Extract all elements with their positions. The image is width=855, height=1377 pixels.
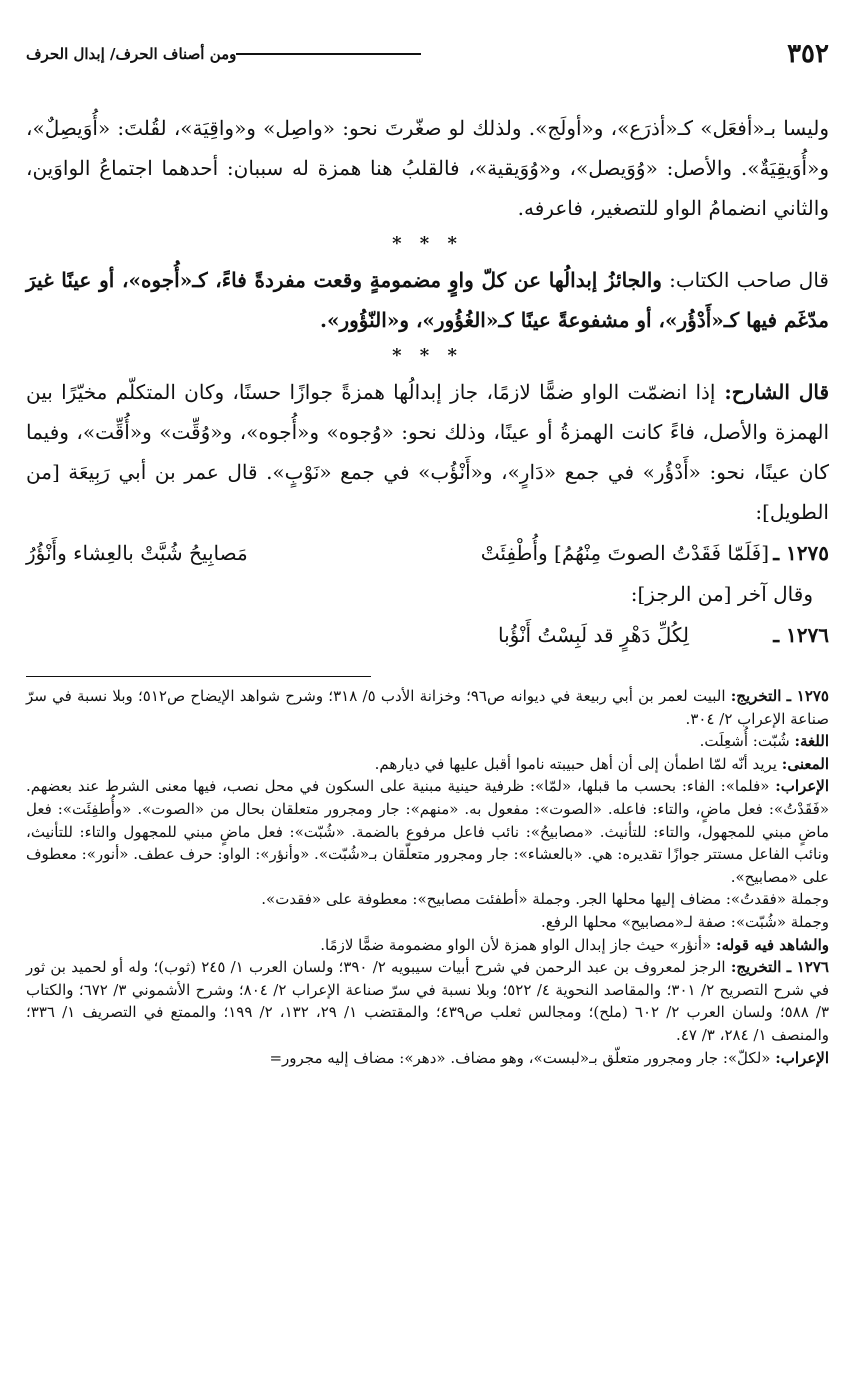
takhrij-text: الرجز لمعروف بن عبد الرحمن في شرح أبيات سيبويه ٢/ ٣٩٠؛ ولسان العرب ١/ ٢٤٥ (ثوب)؛ وله أو لحميد بن ثور في شرح التصريح ٢/ ٣٠١؛ والمقاصد النحوية ٤/ ٥٢٢؛ وبلا نسبة في سرّ صناعة الإعراب ٢/ ٨٠٤؛ وشرح الأشموني ٣/ ٦٧٢؛ والكتاب ٣/ ٥٨٨؛ ولسان العرب ٢/ ٦٠٢ (ملح)؛ ومجالس ثعلب ص٤٣٩؛ والمقتضب ١/ ٢٩، ١٣٢، ٢/ ١٩٩؛ والممتع في التصريف ١/ ٣٣٦؛ والمنصف ١/ ٢٨٤، ٣/ ٤٧. xyxy=(26,958,830,1044)
footnote-1275-shahid xyxy=(26,934,829,957)
page-number: ٣٥٢ xyxy=(787,39,829,69)
page-header xyxy=(26,34,829,74)
verse-number: ١٢٧٦ ـ xyxy=(773,623,829,647)
commentary-lead: قال الشارح: xyxy=(715,380,829,404)
footnote-number: ١٢٧٦ ـ xyxy=(786,958,829,977)
header-rule xyxy=(236,53,421,55)
verse-number: ١٢٧٥ ـ xyxy=(773,541,829,565)
shahid-label: والشاهد فيه قوله: xyxy=(716,935,829,954)
quote-intro: قال صاحب الكتاب: xyxy=(661,268,829,292)
footnote-1275-irab xyxy=(26,775,829,888)
takhrij-label: التخريج: xyxy=(730,687,782,705)
paragraph: وليسا بـ«أفعَل» كـ«أذرَع»، و«أولَج». ولذلك لو صغّرتَ نحو: «واصِل» و«واقِيَة»، لقُلتَ: «أُوَيصِلٌ»، و«أُوَيقِيَةٌ». والأصل: «وُوَيصل»، و«وُوَيقية»، فالقلبُ هنا همزة له سببان: أحدهما اجتماعُ الواوَين، والثاني انضمامُ الواو للتصغير، فاعرفه. xyxy=(26,116,829,220)
footnote-1275-maana xyxy=(26,753,829,776)
commentary-text: إذا انضمّت الواو ضمًّا لازمًا، جاز إبدالُها همزةً جوازًا حسنًا، وكان المتكلّم مخيّرًا بين الهمزة والأصل، فاءً كانت الهمزةُ أو عينًا، وذلك نحو: «وُجوه» و«أُجوه»، و«وُقِّت» و«أُقِّت»، وفيما كان عينًا، نحو: «أَدْؤُر» في جمع «دَارٍ»، و«أَنْؤُب» في جمع «نَوْبٍ». قال عمر بن أبي رَبِيعَة [من الطويل]: xyxy=(26,380,829,524)
verse-1275 xyxy=(26,532,829,574)
section-separator: * * * xyxy=(392,345,463,366)
running-title xyxy=(26,45,427,63)
running-title-text: ومن أصناف الحرف/ إبدال الحرف xyxy=(26,45,237,63)
verse-first-hemistich: [فَلَمّا فَقَدْتُ الصوتَ مِنْهُمُ] وأُطْفِئَتْ xyxy=(480,541,769,565)
footnotes xyxy=(26,685,829,1069)
lugha-text: شُبّت: أُشعِلَت. xyxy=(699,732,790,751)
footnote-divider xyxy=(26,676,371,677)
footnote-number: ١٢٧٥ ـ xyxy=(786,687,829,705)
shahid-text: «أنؤر» حيث جاز إبدال الواو همزة لأن الواو مضمومة ضمًّا لازمًا. xyxy=(320,935,712,954)
commentary xyxy=(26,372,829,532)
verse-intro: وقال آخر [من الرجز]: xyxy=(630,582,813,606)
lugha-label: اللغة: xyxy=(794,732,829,751)
maana-label: المعنى: xyxy=(781,754,829,773)
verse-second-hemistich: مَصابِيحُ شُبَّتْ بالعِشاء وأَنْؤُرُ xyxy=(26,541,248,565)
irab-label: الإعراب: xyxy=(775,777,830,796)
section-separator: * * * xyxy=(392,233,463,254)
takhrij-label: التخريج: xyxy=(730,958,782,977)
takhrij-text: البيت لعمر بن أبي ربيعة في ديوانه ص٩٦؛ وخزانة الأدب ٥/ ٣١٨؛ وشرح شواهد الإيضاح ص٥١٢؛ وبلا نسبة في سرّ صناعة الإعراب ٢/ ٣٠٤. xyxy=(26,687,829,728)
footnote-1275-jumla2: وجملة «شُبّت»: صفة لـ«مصابيح» محلها الرفع. xyxy=(540,912,829,931)
main-text xyxy=(26,108,829,656)
irab-text: «لكلّ»: جار ومجرور متعلّق بـ«لبست»، وهو مضاف. «دهر»: مضاف إليه مجرور= xyxy=(269,1048,771,1067)
maana-text: يريد أنّه لمّا اطمأن إلى أن أهل حبيبته ناموا أقبل عليها في ديارهم. xyxy=(374,754,777,773)
author-quote xyxy=(26,260,829,340)
verse-1276 xyxy=(26,614,829,656)
footnote-1275-jumla1: وجملة «فقدتُ»: مضاف إليها محلها الجر. وجملة «أطفئت مصابيح»: معطوفة على «فقدت». xyxy=(261,890,829,909)
verse-first-hemistich: لِكُلِّ دَهْرٍ قد لَبِسْتُ أَنْؤُبا xyxy=(498,623,689,647)
irab-text: «فلما»: الفاء: بحسب ما قبلها، «لمّا»: ظرفية حينية مبنية على السكون في محل نصب، فيها معنى الشرط عند بعضهم. «فَقَدْتُ»: فعل ماضٍ، والتاء: فاعله. «الصوت»: مفعول به. «منهم»: جار ومجرور متعلقان بحال من «الصوت». «وأُطفِئَت»: فعل ماضٍ مبني للمجهول، والتاء: للتأنيث. «مصابيحُ»: نائب فاعل مرفوع بالضمة. «شُبّت»: فعل ماضٍ مبني للمجهول والتاء: للتأنيث، ونائب الفاعل مستتر جوازًا تقديره: هي. «بالعشاء»: جار ومجرور متعلّقان بـ«شُبّت». «وأنؤر»: الواو: حرف عطف. «أنور»: معطوف على «مصابيح». xyxy=(26,777,829,886)
footnote-1275-takhrij xyxy=(26,685,829,730)
quote-text: والجائزُ إبدالُها عن كلّ واوٍ مضمومةٍ وقعت مفردةً فاءً، كـ«أُجوه»، أو عينًا غيرَ مدّغَم فيها كـ«أَدْؤُر»، أو مشفوعةً عينًا كـ«الغُؤُور»، و«النّؤُور». xyxy=(26,268,829,332)
irab-label: الإعراب: xyxy=(775,1048,829,1067)
footnote-1276-irab xyxy=(26,1047,829,1070)
footnote-1275-lugha xyxy=(26,730,829,753)
footnote-1276-takhrij xyxy=(26,956,829,1046)
